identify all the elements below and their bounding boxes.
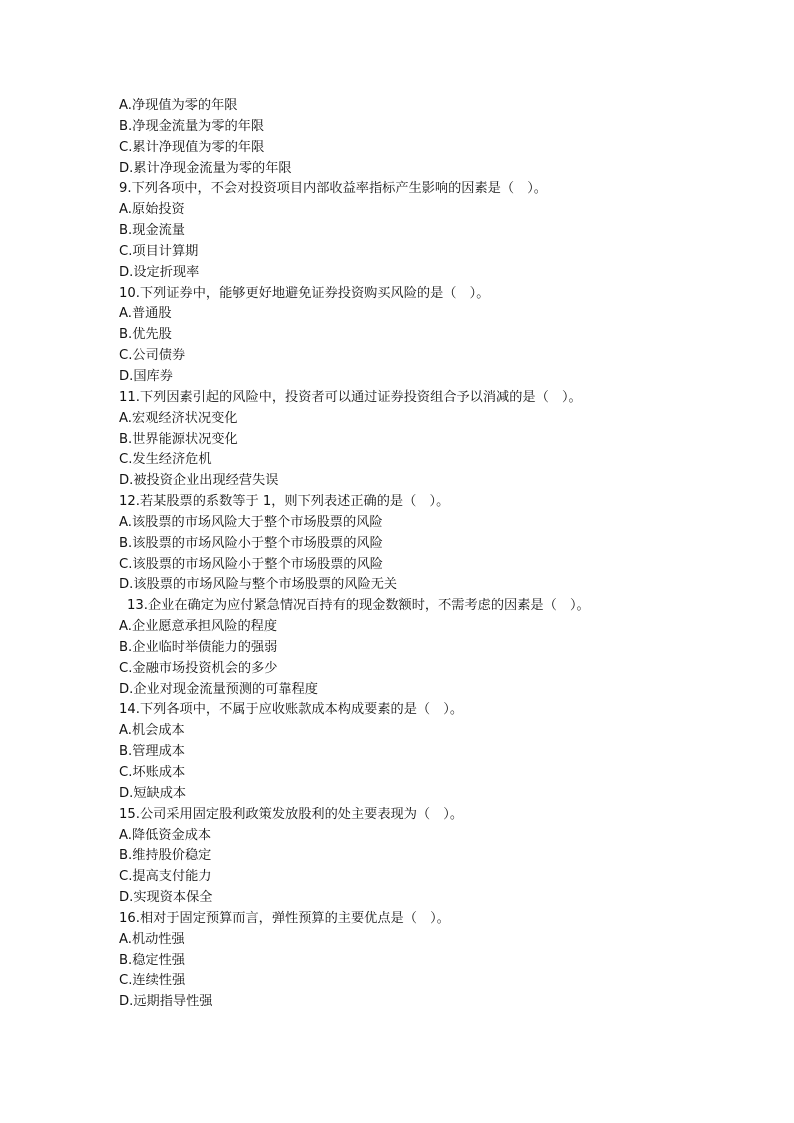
option-line: B.优先股 xyxy=(119,327,172,343)
option-line: B.净现金流量为零的年限 xyxy=(119,118,265,134)
question-15: 15.公司采用固定股利政策发放股利的处主要表现为（ ）。 xyxy=(119,806,464,822)
option-line: C.连续性强 xyxy=(119,973,186,989)
option-line: D.该股票的市场风险与整个市场股票的风险无关 xyxy=(119,577,398,593)
question-13: 13.企业在确定为应付紧急情况百持有的现金数额时，不需考虑的因素是（ ）。 xyxy=(127,598,590,614)
question-12: 12.若某股票的系数等于 1，则下列表述正确的是（ ）。 xyxy=(119,494,450,510)
option-line: A.机会成本 xyxy=(119,723,185,739)
question-11: 11.下列因素引起的风险中，投资者可以通过证券投资组合予以消减的是（ ）。 xyxy=(119,389,582,405)
option-line: C.公司债券 xyxy=(119,348,186,364)
option-line: A.宏观经济状况变化 xyxy=(119,410,238,426)
option-line: D.设定折现率 xyxy=(119,264,200,280)
option-line: C.项目计算期 xyxy=(119,243,199,259)
option-line: D.企业对现金流量预测的可靠程度 xyxy=(119,681,318,697)
option-line: B.现金流量 xyxy=(119,223,185,239)
option-line: B.稳定性强 xyxy=(119,952,185,968)
option-line: C.发生经济危机 xyxy=(119,452,212,468)
option-line: D.短缺成本 xyxy=(119,785,187,801)
option-line: B.该股票的市场风险小于整个市场股票的风险 xyxy=(119,535,383,551)
question-14: 14.下列各项中，不属于应收账款成本构成要素的是（ ）。 xyxy=(119,702,464,718)
option-line: B.维持股价稳定 xyxy=(119,848,212,864)
question-9: 9.下列各项中，不会对投资项目内部收益率指标产生影响的因素是（ ）。 xyxy=(119,181,547,197)
option-line: A.普通股 xyxy=(119,306,172,322)
option-line: C.该股票的市场风险小于整个市场股票的风险 xyxy=(119,556,383,572)
option-line: A.机动性强 xyxy=(119,931,185,947)
question-10: 10.下列证券中，能够更好地避免证券投资购买风险的是（ ）。 xyxy=(119,285,490,301)
question-16: 16.相对于固定预算而言，弹性预算的主要优点是（ ）。 xyxy=(119,910,450,926)
option-line: B.世界能源状况变化 xyxy=(119,431,238,447)
option-line: C.累计净现值为零的年限 xyxy=(119,139,265,155)
option-line: B.企业临时举债能力的强弱 xyxy=(119,639,278,655)
option-line: D.被投资企业出现经营失误 xyxy=(119,473,279,489)
option-line: A.该股票的市场风险大于整个市场股票的风险 xyxy=(119,514,383,530)
option-line: A.企业愿意承担风险的程度 xyxy=(119,619,278,635)
option-line: D.远期指导性强 xyxy=(119,994,213,1010)
option-line: A.原始投资 xyxy=(119,202,185,218)
option-line: C.金融市场投资机会的多少 xyxy=(119,660,278,676)
option-line: D.实现资本保全 xyxy=(119,890,213,906)
option-line: C.提高支付能力 xyxy=(119,869,212,885)
question-text-block xyxy=(119,96,739,1013)
option-line: A.降低资金成本 xyxy=(119,827,212,843)
option-line: A.净现值为零的年限 xyxy=(119,98,238,113)
option-line: C.坏账成本 xyxy=(119,765,186,780)
option-line: B.管理成本 xyxy=(119,744,185,760)
option-line: D.国库券 xyxy=(119,368,173,384)
option-line: D.累计净现金流量为零的年限 xyxy=(119,160,292,176)
